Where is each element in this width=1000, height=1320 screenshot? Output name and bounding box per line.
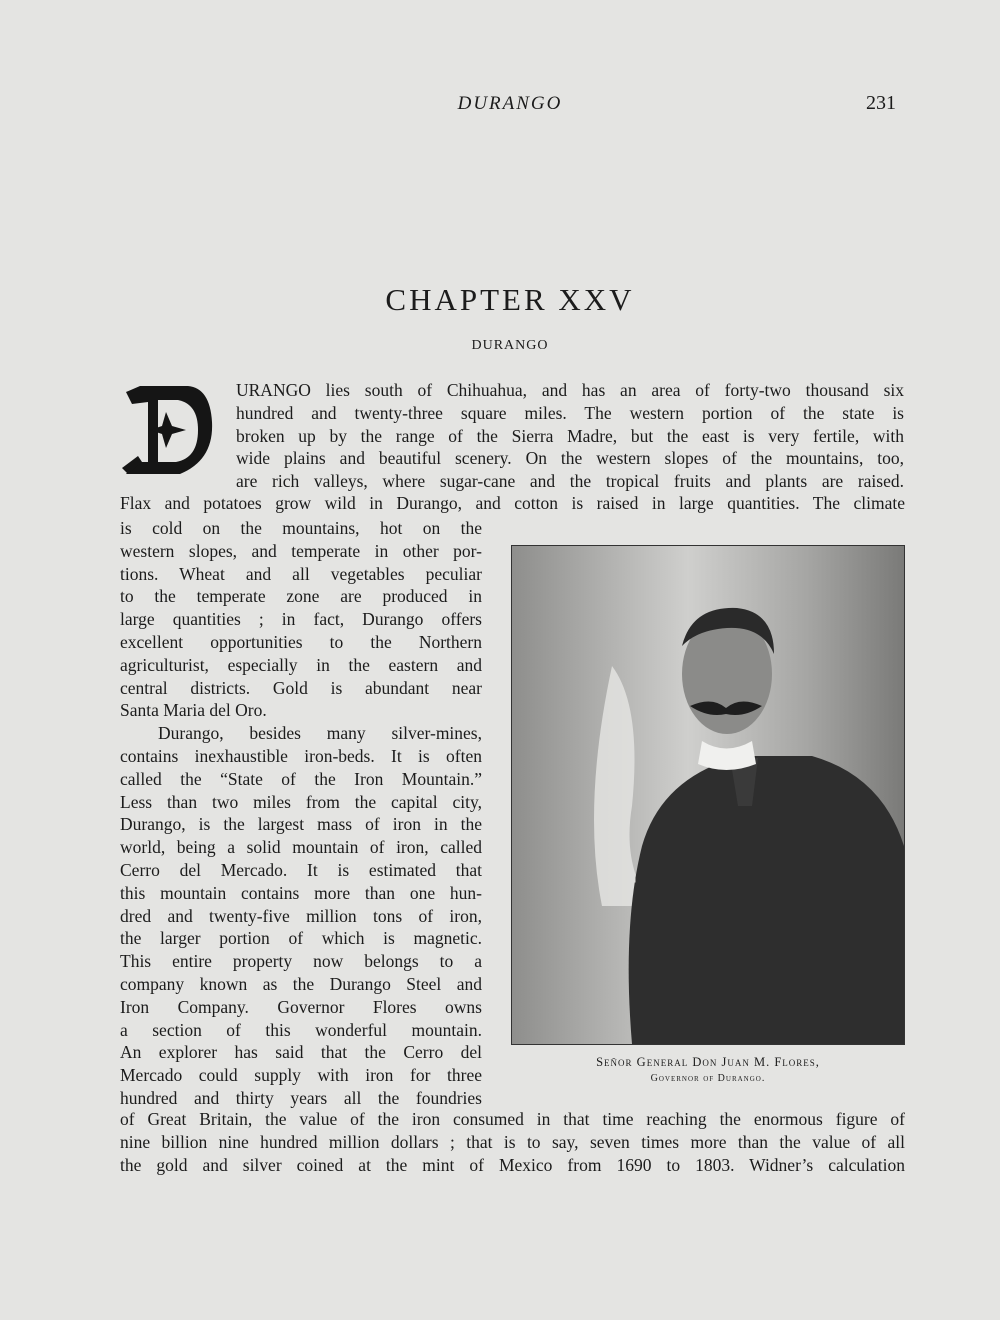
text-line: the gold and silver coined at the mint of Mexico from 1690 to 1803. Widner’s calculation bbox=[120, 1154, 905, 1175]
text-line: Durango, is the largest mass of iron in the bbox=[120, 814, 482, 835]
text-line: company known as the Durango Steel and bbox=[120, 973, 482, 994]
chapter-title: CHAPTER XXV bbox=[385, 282, 635, 317]
portrait-photograph bbox=[511, 545, 905, 1045]
text-line: tions. Wheat and all vegetables peculiar bbox=[120, 563, 482, 584]
text-line: Santa Maria del Oro. bbox=[120, 700, 267, 721]
text-line: Flax and potatoes grow wild in Durango, and cotton is raised in large quantities. The climate bbox=[120, 493, 905, 513]
text-line: are rich valleys, where sugar-cane and the tropical fruits and plants are raised. bbox=[236, 471, 904, 492]
text-line: agriculturist, especially in the eastern and bbox=[120, 654, 482, 675]
figure-caption-name: Señor General Don Juan M. Flores, bbox=[596, 1055, 820, 1069]
ornamental-drop-cap bbox=[118, 382, 218, 478]
figure-caption-title: Governor of Durango. bbox=[650, 1073, 766, 1084]
text-line: wide plains and beautiful scenery. On the western slopes of the mountains, too, bbox=[236, 448, 904, 469]
text-line: this mountain contains more than one hun- bbox=[120, 882, 482, 903]
running-title: DURANGO bbox=[457, 93, 563, 114]
text-line: URANGO lies south of Chihuahua, and has an area of forty-two thousand six bbox=[236, 380, 904, 400]
text-line: Cerro del Mercado. It is estimated that bbox=[120, 859, 482, 880]
text-line: nine billion nine hundred million dollars ; that is to say, seven times more than the value of all bbox=[120, 1131, 905, 1152]
text-line: central districts. Gold is abundant near bbox=[120, 677, 482, 698]
portrait-image bbox=[512, 546, 904, 1044]
text-line: large quantities ; in fact, Durango offers bbox=[120, 609, 482, 630]
lead-paragraph bbox=[236, 379, 904, 493]
text-line: world, being a solid mountain of iron, called bbox=[120, 837, 482, 858]
text-line: dred and twenty-five million tons of iron, bbox=[120, 905, 482, 926]
text-line: to the temperate zone are produced in bbox=[120, 586, 482, 607]
text-line: Durango, besides many silver-mines, bbox=[158, 723, 482, 744]
text-line: Mercado could supply with iron for three bbox=[120, 1065, 482, 1086]
text-line: hundred and thirty years all the foundries bbox=[120, 1087, 482, 1108]
text-line: a section of this wonderful mountain. bbox=[120, 1019, 482, 1040]
text-line: western slopes, and temperate in other por- bbox=[120, 540, 482, 561]
text-line: contains inexhaustible iron-beds. It is often bbox=[120, 745, 482, 766]
text-line: excellent opportunities to the Northern bbox=[120, 631, 482, 652]
left-column-text bbox=[120, 517, 482, 1110]
text-line: called the “State of the Iron Mountain.” bbox=[120, 768, 482, 789]
text-line: the larger portion of which is magnetic. bbox=[120, 928, 482, 949]
text-line: of Great Britain, the value of the iron consumed in that time reaching the enormous figure of bbox=[120, 1109, 905, 1129]
text-line: Iron Company. Governor Flores owns bbox=[120, 996, 482, 1017]
text-line: is cold on the mountains, hot on the bbox=[120, 518, 482, 538]
text-line: An explorer has said that the Cerro del bbox=[120, 1042, 482, 1063]
bottom-paragraph bbox=[120, 1108, 905, 1176]
text-line: broken up by the range of the Sierra Madre, but the east is very fertile, with bbox=[236, 425, 904, 446]
chapter-subtitle: DURANGO bbox=[471, 338, 549, 353]
text-line: This entire property now belongs to a bbox=[120, 951, 482, 972]
full-width-line bbox=[120, 492, 905, 515]
text-line: Less than two miles from the capital city, bbox=[120, 791, 482, 812]
page-number: 231 bbox=[866, 92, 896, 114]
text-line: hundred and twenty-three square miles. The western portion of the state is bbox=[236, 402, 904, 423]
